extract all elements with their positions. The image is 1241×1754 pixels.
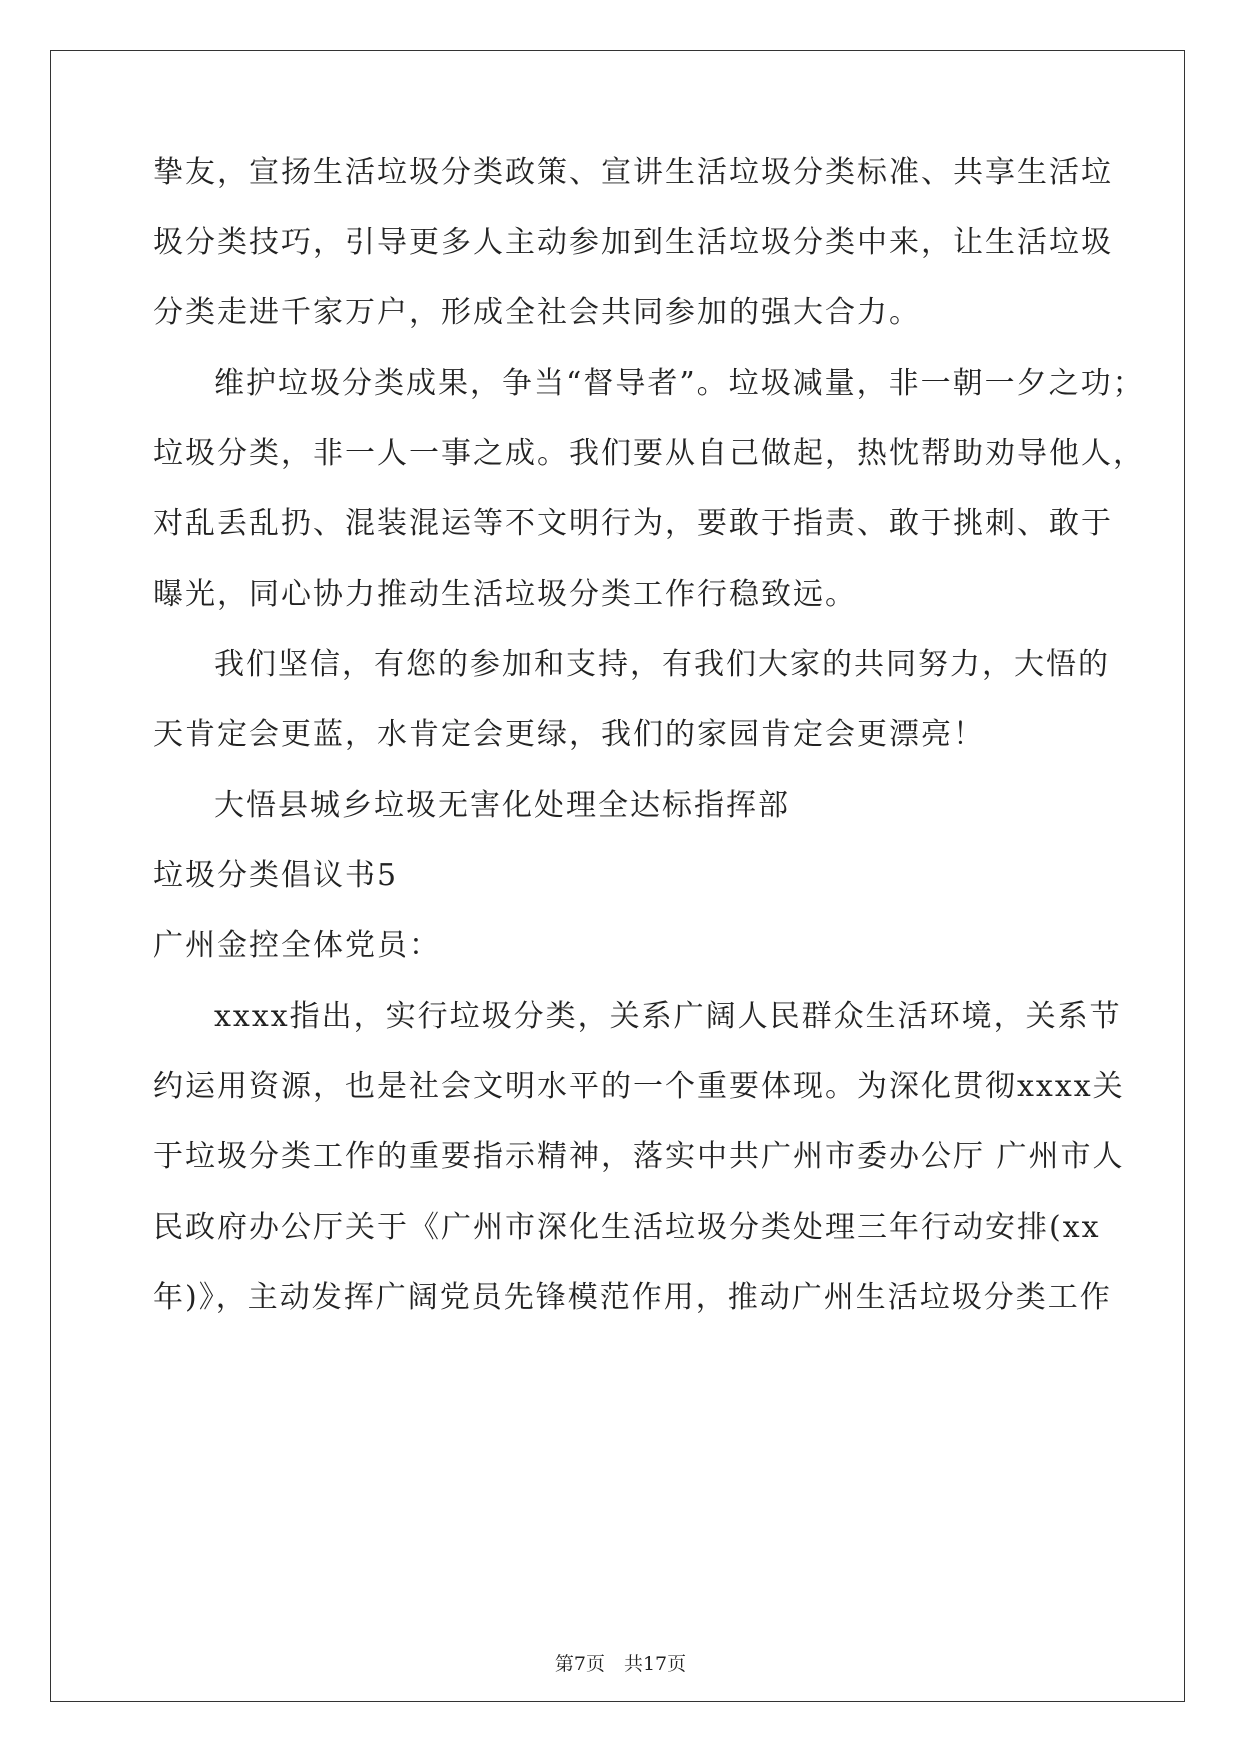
body-line-13: xxxx指出，实行垃圾分类，关系广阔人民群众生活环境，关系节 bbox=[214, 999, 1122, 1034]
body-line-3: 分类走进千家万户，形成全社会共同参加的强大合力。 bbox=[153, 295, 921, 330]
body-line-16: 民政府办公厅关于《广州市深化生活垃圾分类处理三年行动安排(xx bbox=[153, 1210, 1101, 1245]
section-heading: 垃圾分类倡议书5 bbox=[153, 858, 399, 893]
page-number-footer: 第7页 共17页 bbox=[554, 1653, 687, 1675]
body-line-9: 天肯定会更蓝，水肯定会更绿，我们的家园肯定会更漂亮！ bbox=[153, 717, 985, 752]
body-line-6: 对乱丢乱扔、混装混运等不文明行为，要敢于指责、敢于挑刺、敢于 bbox=[153, 506, 1113, 541]
body-line-8: 我们坚信，有您的参加和支持，有我们大家的共同努力，大悟的 bbox=[214, 647, 1110, 682]
salutation-line: 广州金控全体党员： bbox=[153, 928, 441, 963]
body-line-4: 维护垃圾分类成果，争当“督导者”。垃圾减量，非一朝一夕之功； bbox=[214, 366, 1145, 401]
body-line-15: 于垃圾分类工作的重要指示精神，落实中共广州市委办公厅 广州市人 bbox=[153, 1139, 1125, 1174]
signature-line: 大悟县城乡垃圾无害化处理全达标指挥部 bbox=[214, 788, 790, 823]
body-line-7: 曝光，同心协力推动生活垃圾分类工作行稳致远。 bbox=[153, 577, 857, 612]
body-line-5: 垃圾分类，非一人一事之成。我们要从自己做起，热忱帮助劝导他人， bbox=[153, 436, 1145, 471]
body-line-1: 挚友，宣扬生活垃圾分类政策、宣讲生活垃圾分类标准、共享生活垃 bbox=[153, 155, 1113, 190]
body-line-14: 约运用资源，也是社会文明水平的一个重要体现。为深化贯彻xxxx关 bbox=[153, 1069, 1125, 1104]
body-line-2: 圾分类技巧，引导更多人主动参加到生活垃圾分类中来，让生活垃圾 bbox=[153, 225, 1113, 260]
body-line-17: 年)》，主动发挥广阔党员先锋模范作用，推动广州生活垃圾分类工作 bbox=[153, 1280, 1112, 1315]
